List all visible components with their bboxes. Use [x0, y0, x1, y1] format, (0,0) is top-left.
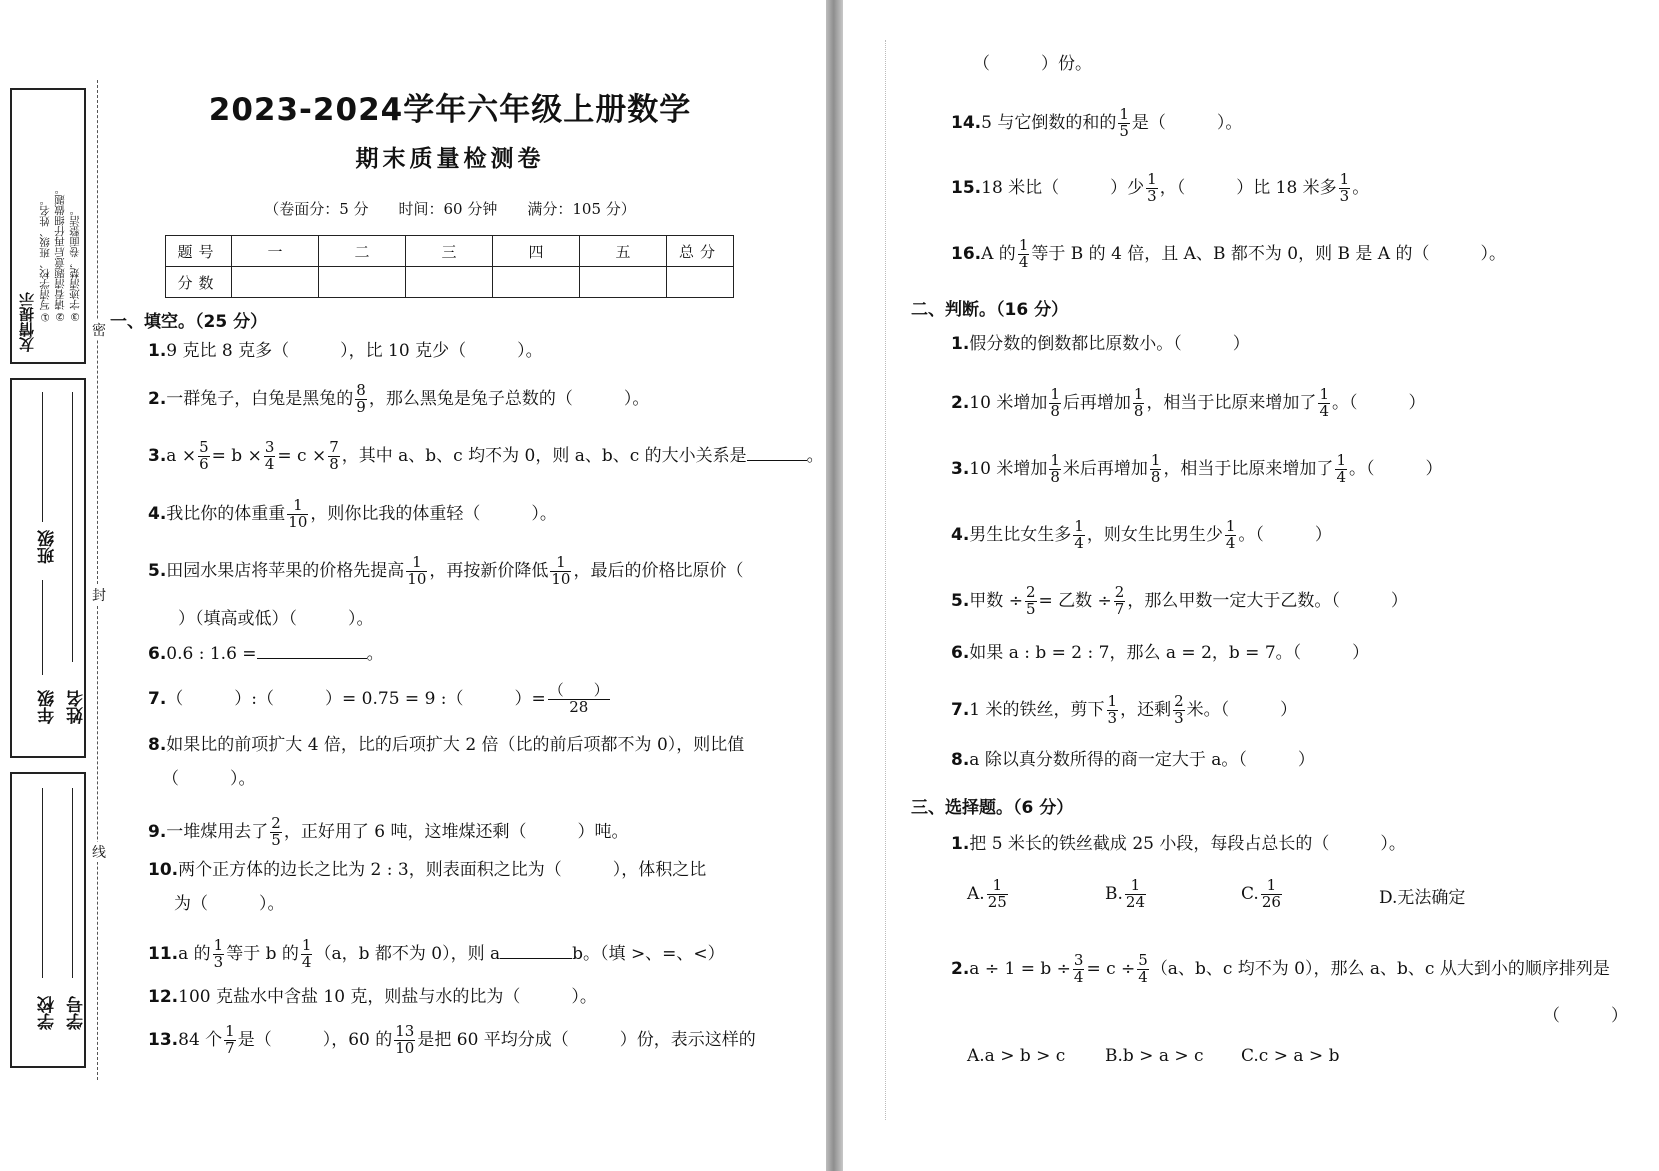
- score-col-3: 三: [406, 236, 493, 267]
- score-col-1: 一: [232, 236, 319, 267]
- score-cell[interactable]: [580, 267, 667, 298]
- score-col-5: 五: [580, 236, 667, 267]
- exam-subtitle: 期末质量检测卷: [355, 146, 545, 172]
- seal-line: [97, 80, 98, 1080]
- question-14: 14.5 与它倒数的和的 $\frac{1}{5}$ 是（ ）。: [951, 105, 1243, 140]
- score-cell[interactable]: [493, 267, 580, 298]
- question-16: 16.A 的 $\frac{1}{4}$ 等于 B 的 4 倍，且 A、B 都不为 0，则 B 是 A 的（ ）。: [951, 236, 1506, 271]
- seal-char-3: 线: [92, 842, 106, 862]
- class-info-box: [10, 378, 86, 758]
- school-label: 学校: [38, 996, 58, 1030]
- name-label: 姓名: [67, 690, 87, 724]
- score-cell[interactable]: [667, 267, 734, 298]
- school-info-box: [10, 772, 86, 1068]
- choice-2: 2.a ÷ 1 = b ÷ $\frac{3}{4}$ = c ÷ $\frac{5}{4}$ （a、b、c 均不为 0），那么 a、b、c 从大到小的顺序排列是: [951, 951, 1610, 986]
- judge-8: 8.a 除以真分数所得的商一定大于 a。（ ）: [951, 750, 1315, 770]
- answer-blank[interactable]: [747, 460, 807, 461]
- judge-4: 4.男生比女生多 $\frac{1}{4}$ ，则女生比男生少 $\frac{1}{4}$ 。（ ）: [951, 517, 1332, 552]
- choice-2-option-c[interactable]: C.c > a > b: [1241, 1046, 1340, 1066]
- judge-3: 3.10 米增加 $\frac{1}{8}$ 米后再增加 $\frac{1}{8}$ ，相当于比原来增加了 $\frac{1}{4}$ 。（ ）: [951, 451, 1443, 486]
- score-cell[interactable]: [319, 267, 406, 298]
- question-13-cont: （ ）份。: [973, 54, 1092, 74]
- question-5: 5.田园水果店将苹果的价格先提高 $\frac{1}{10}$ ，再按新价降低 $\frac{1}{10}$ ，最后的价格比原价（: [148, 553, 744, 588]
- choice-2-answer-paren[interactable]: （ ）: [1543, 1006, 1628, 1026]
- score-table: [165, 235, 734, 298]
- question-4: 4.我比你的体重重 $\frac{1}{10}$ ，则你比我的体重轻（ ）。: [148, 496, 557, 531]
- student-id-label: 学号: [67, 996, 87, 1030]
- question-5-cont: ）（填高或低）（ ）。: [178, 609, 374, 629]
- choice-2-option-a[interactable]: A.a > b > c: [967, 1046, 1066, 1066]
- choice-1-option-b[interactable]: B. $\frac{1}{24}$: [1105, 876, 1145, 911]
- question-11: 11.a 的 $\frac{1}{3}$ 等于 b 的 $\frac{1}{4}$ （a，b 都不为 0），则 a b。（填 >、=、<）: [148, 936, 725, 971]
- exam-meta: （卷面分：5 分 时间：60 分钟 满分：105 分）: [264, 200, 636, 218]
- choice-1-option-a[interactable]: A. $\frac{1}{25}$: [967, 876, 1007, 911]
- score-table-header-label: 题号: [166, 236, 232, 267]
- page-gutter: [826, 0, 843, 1171]
- section-2-heading: 二、判断。（16 分）: [911, 300, 1069, 320]
- question-10: 10.两个正方体的边长之比为 2 : 3，则表面积之比为（ ），体积之比: [148, 860, 707, 880]
- question-13: 13.84 个 $\frac{1}{7}$ 是（ ），60 的 $\frac{13}{10}$ 是把 60 平均分成（ ）份，表示这样的: [148, 1022, 756, 1057]
- score-col-4: 四: [493, 236, 580, 267]
- question-7: 7.（ ）:（ ）= 0.75 = 9 :（ ）= $\frac{( )}{28}$: [148, 681, 609, 716]
- judge-1: 1.假分数的倒数都比原数小。（ ）: [951, 334, 1250, 354]
- seal-char-1: 密: [92, 320, 106, 340]
- question-10-cont: 为（ ）。: [174, 894, 285, 914]
- score-cell[interactable]: [232, 267, 319, 298]
- score-col-total: 总分: [667, 236, 734, 267]
- question-9: 9.一堆煤用去了 $\frac{2}{5}$ ，正好用了 6 吨，这堆煤还剩（ ）吨。: [148, 814, 629, 849]
- tips-title: 友情提示: [18, 292, 36, 352]
- answer-blank[interactable]: [257, 658, 367, 659]
- score-cell[interactable]: [406, 267, 493, 298]
- judge-6: 6.如果 a : b = 2 : 7，那么 a = 2，b = 7。（ ）: [951, 643, 1370, 663]
- question-8-cont: （ ）。: [162, 769, 256, 789]
- section-3-heading: 三、选择题。（6 分）: [911, 798, 1074, 818]
- choice-1-option-c[interactable]: C. $\frac{1}{26}$: [1241, 876, 1281, 911]
- tips-box: [10, 88, 86, 364]
- grade-label: 年级: [38, 690, 58, 724]
- tip-1: ①写清学校、班级、姓名。: [39, 194, 51, 322]
- class-label: 班级: [38, 530, 58, 564]
- choice-2-option-b[interactable]: B.b > a > c: [1105, 1046, 1204, 1066]
- question-8: 8.如果比的前项扩大 4 倍，比的后项扩大 2 倍（比的前后项都不为 0），则比值: [148, 735, 745, 755]
- right-page: [843, 0, 1659, 1171]
- tip-3: ③字迹清楚，卷面整洁。: [69, 205, 81, 322]
- question-15: 15.18 米比（ ）少 $\frac{1}{3}$ ，（ ）比 18 米多 $\frac{1}{3}$ 。: [951, 170, 1370, 205]
- section-1-heading: 一、填空。（25 分）: [110, 312, 268, 332]
- answer-blank[interactable]: [500, 958, 572, 959]
- question-2: 2.一群兔子，白兔是黑兔的 $\frac{8}{9}$ ，那么黑兔是兔子总数的（ ）。: [148, 381, 650, 416]
- question-12: 12.100 克盐水中含盐 10 克，则盐与水的比为（ ）。: [148, 987, 597, 1007]
- judge-7: 7.1 米的铁丝，剪下 $\frac{1}{3}$ ，还剩 $\frac{2}{3}$ 米。（ ）: [951, 692, 1298, 727]
- score-col-2: 二: [319, 236, 406, 267]
- tip-2: ②请看清题意后再仔细做题。: [54, 184, 66, 322]
- question-6: 6.0.6 : 1.6 = 。: [148, 644, 384, 664]
- fraction: $\frac{8}{9}$: [356, 381, 366, 416]
- score-table-row-label: 分数: [166, 267, 232, 298]
- exam-title: 2023-2024学年六年级上册数学: [208, 92, 692, 128]
- left-page: [0, 0, 826, 1171]
- question-3: 3.a × $\frac{5}{6}$ = b × $\frac{3}{4}$ = c × $\frac{7}{8}$ ，其中 a、b、c 均不为 0，则 a、b、c 的大小关系是 。: [148, 438, 824, 473]
- right-dotline: [885, 40, 886, 1120]
- question-1: 1.9 克比 8 克多（ ），比 10 克少（ ）。: [148, 341, 543, 361]
- choice-1-option-d[interactable]: D.无法确定: [1379, 888, 1466, 908]
- seal-char-2: 封: [92, 585, 106, 605]
- judge-5: 5.甲数 ÷ $\frac{2}{5}$ = 乙数 ÷ $\frac{2}{7}$ ，那么甲数一定大于乙数。（ ）: [951, 583, 1408, 618]
- choice-1: 1.把 5 米长的铁丝截成 25 小段，每段占总长的（ ）。: [951, 834, 1406, 854]
- judge-2: 2.10 米增加 $\frac{1}{8}$ 后再增加 $\frac{1}{8}$ ，相当于比原来增加了 $\frac{1}{4}$ 。（ ）: [951, 385, 1426, 420]
